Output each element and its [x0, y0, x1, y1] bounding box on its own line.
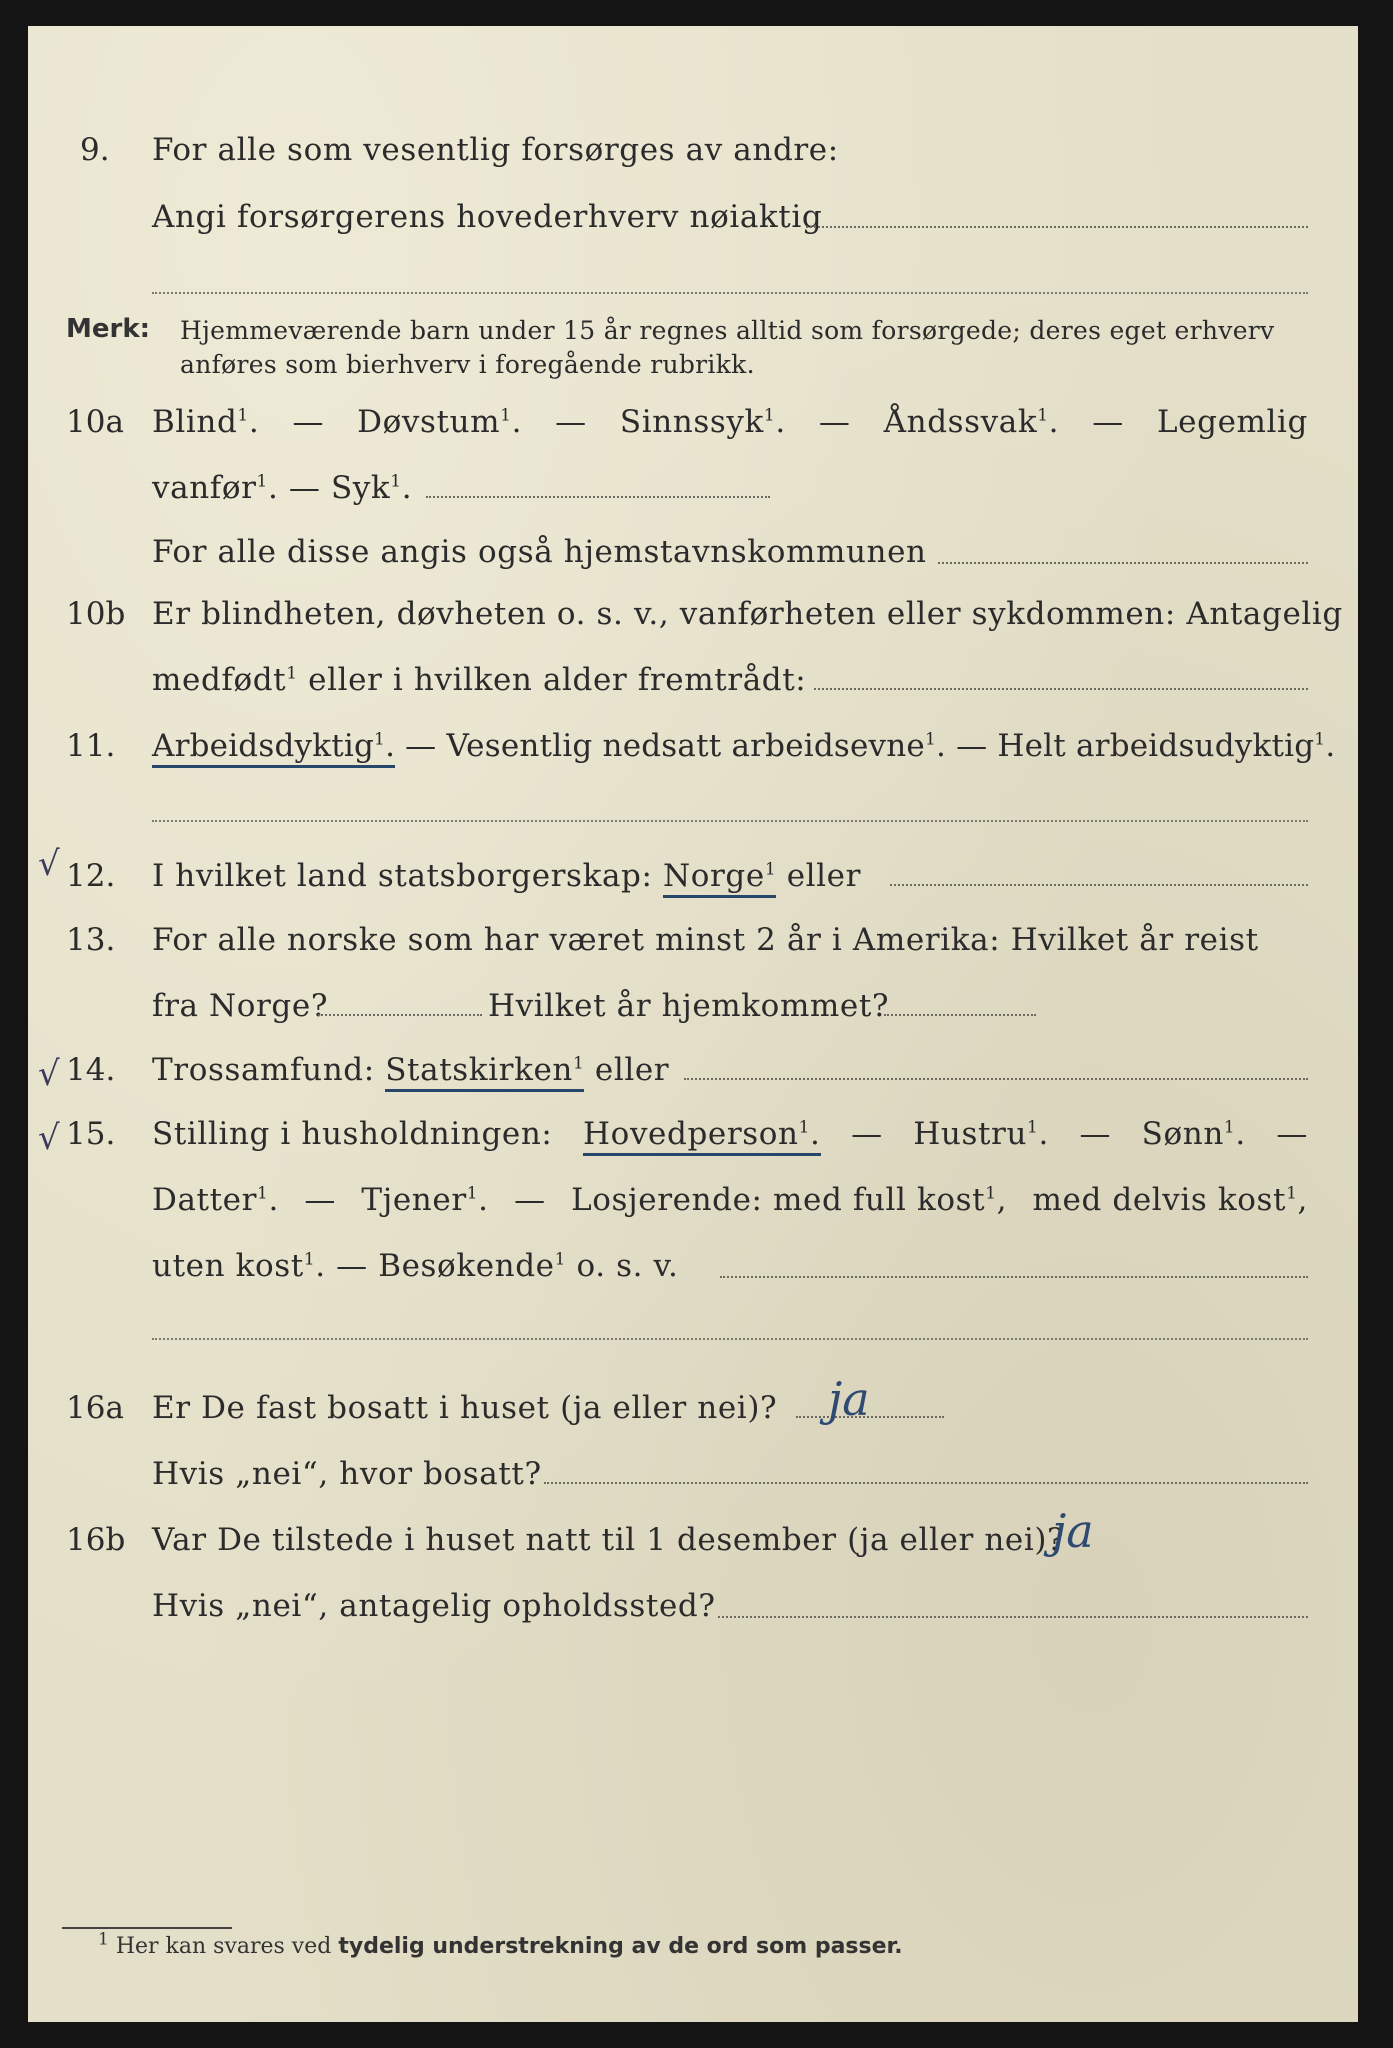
q13-line1: For alle norske som har været minst 2 år i Amerika: Hvilket år reist	[152, 922, 1259, 958]
q15-opt-delvis-kost[interactable]: med delvis kost$^1$,	[1032, 1182, 1308, 1218]
q16a-bosatt-field[interactable]	[544, 1482, 1308, 1484]
q12-line: I hvilket land statsborgerskap: Norge$^1$ eller	[152, 858, 861, 894]
q16a-number: 16a	[66, 1390, 124, 1426]
q10a-line3: For alle disse angis også hjemstavnskommunen	[152, 534, 927, 570]
q10a-opt-vanfor[interactable]: vanfør$^1$.	[152, 470, 279, 506]
q15-opt-hovedperson[interactable]: Hovedperson$^1$.	[583, 1116, 820, 1156]
q12-other-field[interactable]	[890, 884, 1308, 886]
q16b-line2: Hvis „nei“, antagelig opholdssted?	[152, 1588, 716, 1624]
q14-other-field[interactable]	[684, 1078, 1308, 1080]
q15-line1: Stilling i husholdningen: Hovedperson$^1$. — Hustru$^1$. — Sønn$^1$. —	[152, 1116, 1308, 1156]
q12-number: 12.	[66, 858, 116, 894]
q9-answer-line2[interactable]	[152, 292, 1308, 294]
q15-opt-uten-kost[interactable]: uten kost$^1$.	[152, 1248, 326, 1284]
q15-opt-sonn[interactable]: Sønn$^1$.	[1141, 1116, 1246, 1152]
q15-opt-besokende[interactable]: Besøkende$^1$	[378, 1248, 567, 1284]
q16a-answer-field[interactable]	[796, 1416, 944, 1418]
q11-line: Arbeidsdyktig$^1$. — Vesentlig nedsatt arbeidsevne$^1$. — Helt arbeidsudyktig$^1$.	[152, 728, 1335, 764]
q12-check-mark: √	[38, 844, 60, 884]
q16b-line1: Var De tilstede i huset natt til 1 desember (ja eller nei)?	[152, 1522, 1065, 1558]
q14-opt-statskirken[interactable]: Statskirken$^1$	[385, 1052, 584, 1092]
q15-opt-tjener[interactable]: Tjener$^1$.	[361, 1182, 489, 1218]
q10b-line1: Er blindheten, døvheten o. s. v., vanførheten eller sykdommen: Antagelig	[152, 596, 1343, 632]
q11-opt-arbeidsdyktig[interactable]: Arbeidsdyktig$^1$.	[152, 728, 395, 768]
q13-hjemkommet-field[interactable]	[884, 1014, 1036, 1016]
q15-other-field[interactable]	[720, 1276, 1308, 1278]
footnote: $^1$ Her kan svares ved tydelig understrekning av de ord som passer.	[98, 1929, 903, 1959]
q9-line1: For alle som vesentlig forsørges av andre:	[152, 132, 839, 168]
q9-line2: Angi forsørgerens hovederhverv nøiaktig	[152, 199, 823, 235]
q13-number: 13.	[66, 922, 116, 958]
q13-reist-field[interactable]	[318, 1014, 482, 1016]
q10a-syk-field[interactable]	[426, 496, 770, 498]
footnote-divider	[62, 1927, 232, 1929]
q14-check-mark: √	[38, 1054, 60, 1094]
q15-line2: Datter$^1$. — Tjener$^1$. — Losjerende: med full kost$^1$, med delvis kost$^1$,	[152, 1182, 1308, 1218]
q15-answer-line[interactable]	[152, 1338, 1308, 1340]
q10a-opt-legemlig[interactable]: Legemlig	[1157, 404, 1308, 440]
q16a-line2: Hvis „nei“, hvor bosatt?	[152, 1456, 542, 1492]
q11-number: 11.	[66, 728, 116, 764]
q16a-line1: Er De fast bosatt i huset (ja eller nei)?	[152, 1390, 778, 1426]
q16a-handwritten-answer: ja	[828, 1372, 870, 1426]
q16b-number: 16b	[66, 1522, 126, 1558]
q11-opt-nedsatt[interactable]: Vesentlig nedsatt arbeidsevne$^1$.	[446, 728, 947, 764]
q10a-options: Blind$^1$. — Døvstum$^1$. — Sinnssyk$^1$. — Åndssvak$^1$. — Legemlig	[152, 404, 1308, 440]
q10a-opt-sinnssyk[interactable]: Sinnssyk$^1$.	[619, 404, 786, 440]
q10a-number: 10a	[66, 404, 124, 440]
q9-answer-field[interactable]	[806, 226, 1308, 228]
q16b-opholdssted-field[interactable]	[718, 1616, 1308, 1618]
merk-line2: anføres som bierhverv i foregående rubrikk.	[180, 350, 755, 379]
census-form-page	[28, 26, 1358, 2022]
q10a-opt-dovstum[interactable]: Døvstum$^1$.	[357, 404, 523, 440]
q16b-handwritten-answer: ja	[1052, 1504, 1094, 1558]
q13-line2a: fra Norge?	[152, 988, 329, 1024]
q10b-line2: medfødt$^1$ eller i hvilken alder fremtrådt:	[152, 662, 807, 698]
q10b-number: 10b	[66, 596, 126, 632]
q10a-opt-andssvak[interactable]: Åndssvak$^1$.	[883, 404, 1060, 440]
q14-number: 14.	[66, 1052, 116, 1088]
merk-line1: Hjemmeværende barn under 15 år regnes alltid som forsørgede; deres eget erhverv	[180, 316, 1275, 345]
q15-opt-hustru[interactable]: Hustru$^1$.	[913, 1116, 1049, 1152]
q11-opt-udyktig[interactable]: Helt arbeidsudyktig$^1$.	[997, 728, 1336, 764]
q10b-opt-medfodt[interactable]: medfødt$^1$	[152, 662, 298, 698]
q15-opt-full-kost[interactable]: Losjerende: med full kost$^1$,	[571, 1182, 1008, 1218]
q10b-age-field[interactable]	[814, 688, 1308, 690]
q11-answer-line[interactable]	[152, 820, 1308, 822]
q15-opt-datter[interactable]: Datter$^1$.	[152, 1182, 279, 1218]
q14-line: Trossamfund: Statskirken$^1$ eller	[152, 1052, 669, 1088]
q15-check-mark: √	[38, 1118, 60, 1158]
q10a-opt-syk[interactable]: Syk$^1$.	[330, 470, 413, 506]
q15-line3: uten kost$^1$. — Besøkende$^1$ o. s. v.	[152, 1248, 679, 1284]
q12-opt-norge[interactable]: Norge$^1$	[663, 858, 776, 898]
q10a-kommune-field[interactable]	[938, 562, 1308, 564]
q9-number: 9.	[80, 132, 110, 168]
q13-line2b: Hvilket år hjemkommet?	[488, 988, 890, 1024]
q10a-opt-blind[interactable]: Blind$^1$.	[152, 404, 260, 440]
merk-label: Merk:	[66, 314, 151, 344]
q10a-line2: vanfør$^1$. — Syk$^1$.	[152, 470, 413, 506]
q15-number: 15.	[66, 1116, 116, 1152]
